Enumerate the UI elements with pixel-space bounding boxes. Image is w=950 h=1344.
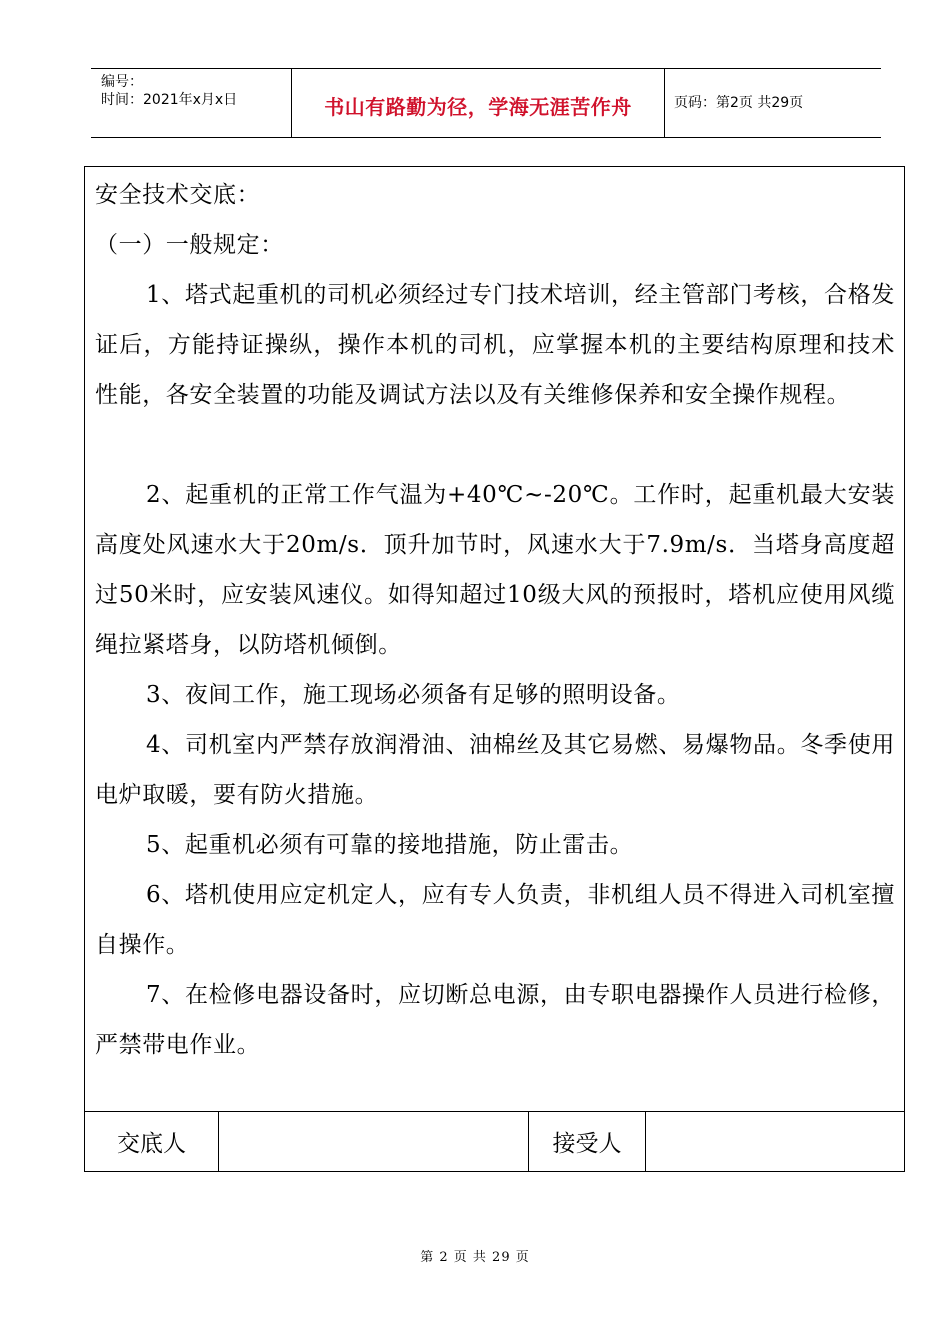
rule-item-7: 7、在检修电器设备时，应切断总电源，由专职电器操作人员进行检修，严禁带电作业。 [95,982,895,1058]
header-motto-cell [291,69,665,137]
disclosure-table [84,166,905,1172]
receiver-signature-field[interactable] [646,1111,904,1171]
page-code: 页码：第2页 共29页 [674,95,804,111]
giver-signature-field[interactable] [219,1111,529,1171]
header-meta-cell [91,69,291,137]
rule-item-2: 2、起重机的正常工作气温为+40℃~-20℃。工作时，起重机最大安装高度处风速水大于20m/s．顶升加节时，风速水大于7.9m/s．当塔身高度超过50米时，应安装风速仪。如得知超过10级大风的预报时，塔机应使用风缆绳拉紧塔身，以防塔机倾倒。 [95,482,895,658]
rule-item-4: 4、司机室内严禁存放润滑油、油棉丝及其它易燃、易爆物品。冬季使用电炉取暖，要有防火措施。 [95,732,895,808]
disclosure-content-cell [85,167,904,1112]
page-header [91,68,881,138]
document-time-label: 时间：2021年x月x日 [101,92,238,108]
signature-row [85,1111,904,1171]
content-title: 安全技术交底： [95,182,261,208]
receiver-label: 接受人 [552,1131,622,1157]
section-heading: （一）一般规定： [95,232,284,258]
rule-item-5: 5、起重机必须有可靠的接地措施，防止雷击。 [146,832,634,858]
motto-text: 书山有路勤为径，学海无涯苦作舟 [324,95,632,119]
rule-item-3: 3、夜间工作，施工现场必须备有足够的照明设备。 [146,682,681,708]
rule-item-1: 1、塔式起重机的司机必须经过专门技术培训，经主管部门考核，合格发证后，方能持证操纵，操作本机的司机，应掌握本机的主要结构原理和技术性能，各安全装置的功能及调试方法以及有关维修保养和安全操作规程。 [95,282,895,408]
giver-label-cell [85,1111,219,1171]
giver-label: 交底人 [117,1131,186,1157]
receiver-label-cell [529,1111,646,1171]
document-number-label: 编号： [101,74,143,90]
page-footer: 第 2 页 共 29 页 [420,1250,530,1265]
header-page-cell [664,69,881,137]
rule-item-6: 6、塔机使用应定机定人，应有专人负责，非机组人员不得进入司机室擅自操作。 [95,882,895,958]
